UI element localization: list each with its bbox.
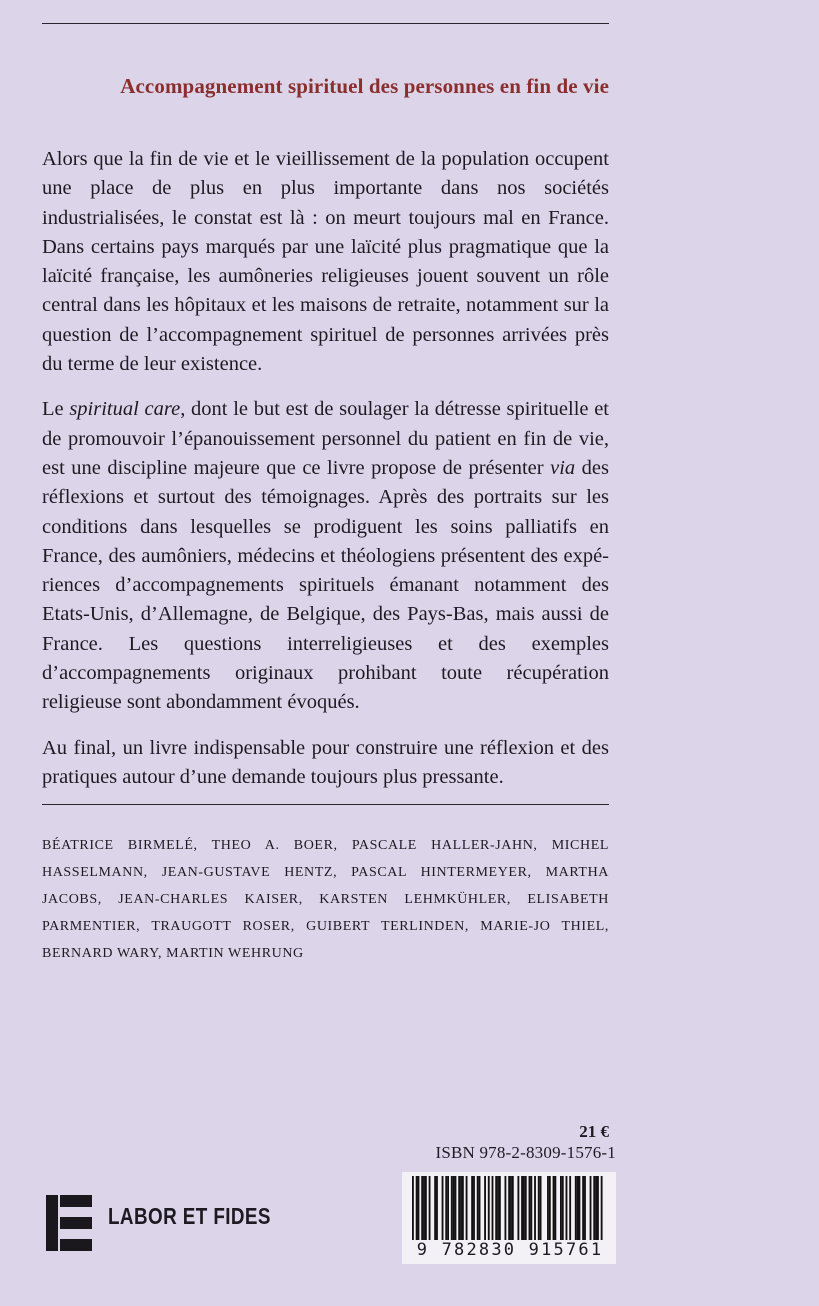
p2-middle: , dont le but est de soulager la détresse spirituelle et de promouvoir l’épanouissement personnel du patient en fin de vie, est une discipline majeure que ce livre propose de présenter <box>42 398 609 479</box>
barcode-bars <box>402 1172 616 1240</box>
top-rule <box>42 23 609 24</box>
price: 21 € <box>579 1122 609 1141</box>
barcode-digits: 9 782830 915761 <box>404 1240 616 1260</box>
publisher-name: LABOR ET FIDES <box>108 1203 271 1229</box>
middle-rule <box>42 804 609 805</box>
p2-tail: des réflexions et surtout des témoignages. Après des portraits sur les conditions dans lesquelles se prodiguent les soins palliatifs en France, des aumôniers, médecins et théologiens présentent des expériences d’accompagnements spirituels émanant notamment des Etats-Unis, d’Allemagne, de Belgique, des Pays-Bas, mais aussi de France. Les questions interreligieuses et des exemples d’accompagnements originaux prohibant toute récupération religieuse sont abondamment évoqués. <box>42 456 609 714</box>
isbn: ISBN 978-2-8309-1576-1 <box>435 1143 616 1162</box>
publisher-logo-icon <box>46 1195 92 1251</box>
p2-emphasis-via: via <box>550 456 576 479</box>
book-title: Accompagnement spirituel des personnes en fin de vie <box>120 74 609 98</box>
blurb-paragraph-2 <box>42 395 609 717</box>
p2-lead: Le <box>42 398 70 421</box>
blurb-paragraph-3: Au final, un livre indispensable pour construire une réflexion et des pratiques autour d’une demande toujours plus pressante. <box>42 736 609 788</box>
blurb-paragraph-1: Alors que la fin de vie et le vieillissement de la population occupent une place de plus en plus importante dans nos sociétés industrialisées, le constat est là : on meurt toujours mal en France. Dans certains pays marqués par une laïcité plus pragmatique que la laïcité française, les aumôneries religieuses jouent souvent un rôle central dans les hôpitaux et les maisons de retraite, notamment sur la question de l’accompagnement spirituel de personnes arrivées près du terme de leur existence. <box>42 148 609 376</box>
blurb <box>42 145 609 808</box>
p2-emphasis: spiritual care <box>69 398 181 421</box>
author-list: BÉATRICE BIRMELÉ, THEO A. BOER, PASCALE HALLER-JAHN, MICHEL HASSELMANN, JEAN-GUSTAVE HENTZ, PASCAL HINTERMEYER, MARTHA JACOBS, JEAN-CHARLES KAISER, KARSTEN LEHMKÜHLER, ELISABETH PARMENTIER, TRAUGOTT ROSER, GUIBERT TERLINDEN, MARIE-JO THIEL, BERNARD WARY, MARTIN WEHRUNG <box>42 838 609 961</box>
